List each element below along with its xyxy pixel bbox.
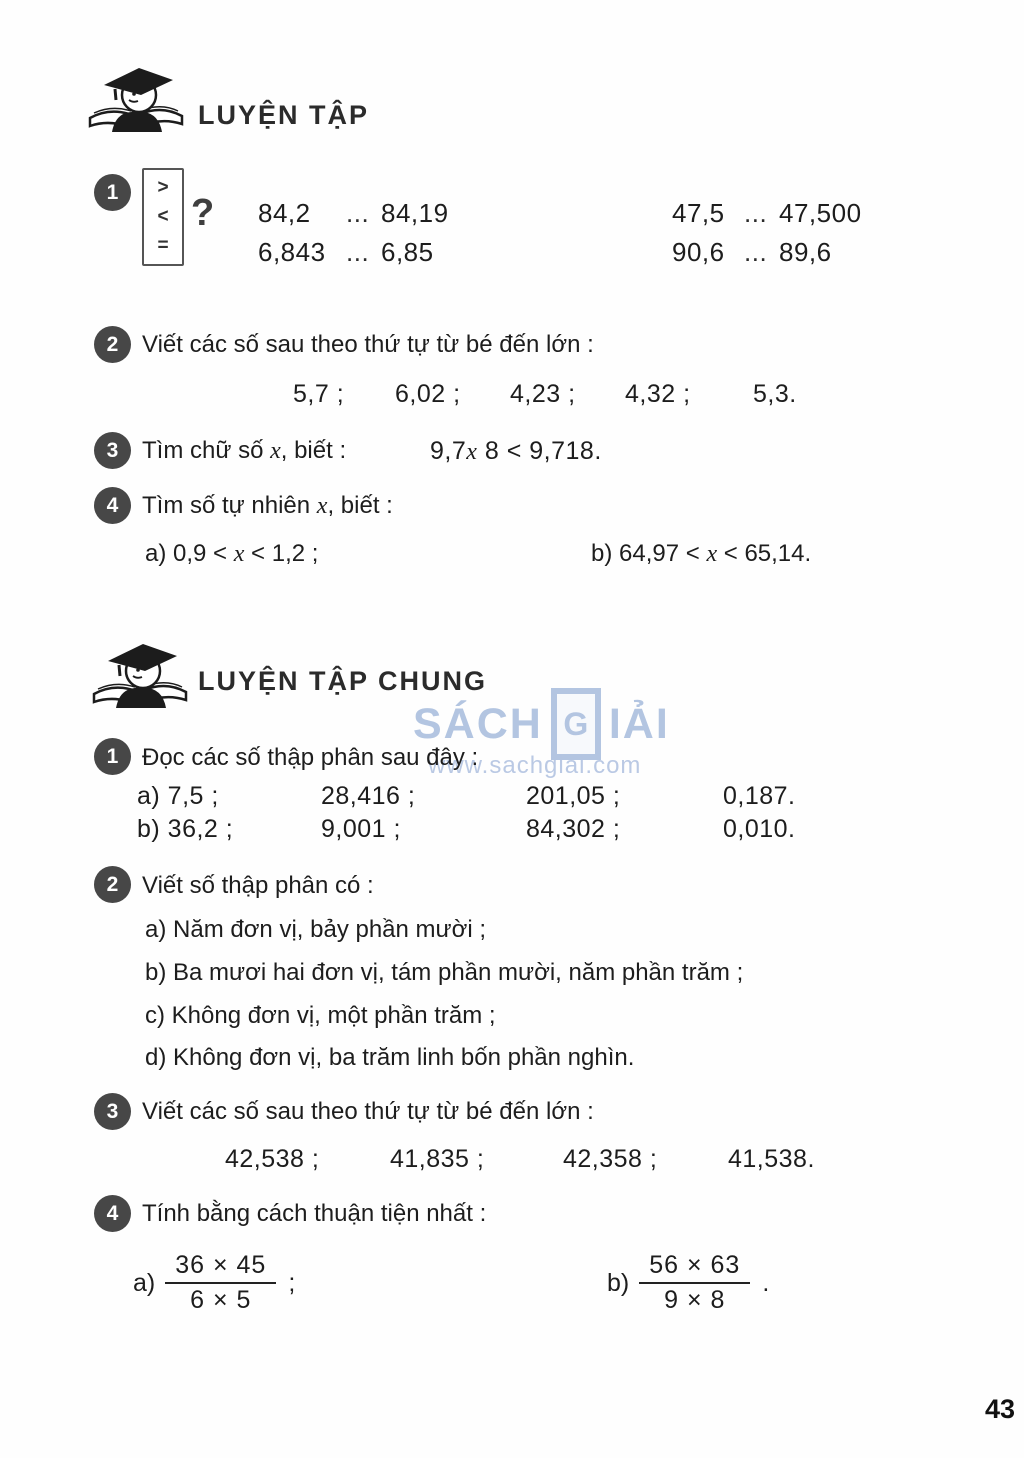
- expression-text: < 65,14.: [717, 540, 812, 567]
- comparison-row: [258, 198, 449, 228]
- variable-x: x: [316, 493, 328, 519]
- item-label: b): [607, 1268, 630, 1297]
- less-than-symbol: <: [157, 206, 169, 227]
- expression-text: < 1,2 ;: [244, 540, 319, 567]
- compare-right-value: 89,6: [779, 237, 832, 267]
- comparison-row: [672, 198, 862, 228]
- number-item: 41,835 ;: [390, 1145, 485, 1173]
- exercise-badge: 1: [94, 174, 131, 211]
- number-item: 41,538.: [728, 1145, 815, 1173]
- prompt-text: , biết :: [280, 437, 347, 464]
- fraction-expression-a: [133, 1250, 295, 1316]
- compare-left-value: 6,843: [258, 237, 326, 267]
- exercise-badge: 4: [94, 487, 131, 524]
- exercise-prompt: Viết các số sau theo thứ tự từ bé đến lớn :: [142, 1098, 594, 1125]
- list-item: b) Ba mươi hai đơn vị, tám phần mười, năm phần trăm ;: [145, 959, 744, 986]
- watermark-url: www.sachgiai.com: [428, 752, 642, 779]
- equals-symbol: =: [157, 235, 169, 256]
- item-label: b): [591, 540, 620, 567]
- answer-dots: ...: [346, 198, 370, 228]
- expression-text: 9,7: [430, 437, 467, 465]
- list-item: d) Không đơn vị, ba trăm linh bốn phần nghìn.: [145, 1044, 635, 1071]
- comparison-column-right: [672, 198, 862, 276]
- number-item: 28,416 ;: [321, 782, 416, 810]
- variable-x: x: [233, 541, 245, 567]
- number-item: 0,187.: [723, 782, 796, 810]
- item-label: a): [133, 1268, 156, 1297]
- exercise-badge: 4: [94, 1195, 131, 1232]
- question-mark: ?: [191, 192, 215, 234]
- variable-x: x: [270, 438, 281, 464]
- fraction: [165, 1250, 276, 1316]
- fraction-bar: [639, 1282, 750, 1284]
- expression-text: 0,9 <: [173, 540, 234, 567]
- comparison-column-left: [258, 198, 449, 276]
- expression-text: 64,97 <: [619, 540, 707, 567]
- exercise-badge: 3: [94, 432, 131, 469]
- comparison-row: [672, 237, 862, 267]
- compare-right-value: 47,500: [779, 198, 862, 228]
- watermark-book-logo-icon: G: [551, 688, 601, 760]
- fraction-expression-b: [607, 1250, 769, 1316]
- compare-left-value: 47,5: [672, 198, 725, 228]
- variable-x: x: [466, 439, 478, 465]
- item-label: a): [145, 540, 174, 567]
- sub-question-b: [591, 540, 811, 568]
- compare-left-value: 84,2: [258, 198, 311, 228]
- sub-question-a: [145, 540, 318, 568]
- prompt-text: , biết :: [327, 492, 393, 519]
- punctuation: .: [762, 1268, 770, 1297]
- number-item: 5,7 ;: [293, 380, 345, 408]
- compare-right-value: 6,85: [381, 237, 434, 267]
- number-item: 5,3.: [753, 380, 797, 408]
- fraction-numerator: 36 × 45: [175, 1251, 267, 1279]
- prompt-text: Tìm số tự nhiên: [142, 492, 317, 519]
- number-item: 84,302 ;: [526, 815, 621, 843]
- greater-than-symbol: >: [157, 177, 169, 198]
- fraction: [639, 1250, 750, 1316]
- number-item: a) 7,5 ;: [137, 782, 219, 810]
- exercise-prompt: [142, 437, 346, 465]
- number-item: b) 36,2 ;: [137, 815, 234, 843]
- exercise-badge: 2: [94, 866, 131, 903]
- list-item: c) Không đơn vị, một phần trăm ;: [145, 1002, 496, 1029]
- variable-x: x: [706, 541, 718, 567]
- number-item: 0,010.: [723, 815, 796, 843]
- number-item: 6,02 ;: [395, 380, 461, 408]
- watermark-text-left: SÁCH: [413, 699, 543, 748]
- number-item: 42,358 ;: [563, 1145, 658, 1173]
- answer-dots: ...: [744, 198, 768, 228]
- expression-text: 8 < 9,718.: [477, 437, 602, 465]
- exercise-badge: 3: [94, 1093, 131, 1130]
- exercise-prompt: Viết số thập phân có :: [142, 872, 374, 899]
- prompt-text: Tìm chữ số: [142, 437, 271, 464]
- section-title-luyen-tap: LUYỆN TẬP: [198, 100, 370, 130]
- comparison-symbols-box: [142, 168, 184, 266]
- compare-right-value: 84,19: [381, 198, 449, 228]
- number-item: 4,32 ;: [625, 380, 691, 408]
- fraction-numerator: 56 × 63: [649, 1251, 741, 1279]
- punctuation: ;: [288, 1268, 296, 1297]
- fraction-bar: [165, 1282, 276, 1284]
- comparison-row: [258, 237, 449, 267]
- fraction-denominator: 6 × 5: [190, 1286, 252, 1314]
- exercise-prompt: Tính bằng cách thuận tiện nhất :: [142, 1200, 487, 1227]
- answer-dots: ...: [346, 237, 370, 267]
- student-reading-icon: [90, 640, 190, 710]
- section-title-luyen-tap-chung: LUYỆN TẬP CHUNG: [198, 666, 488, 696]
- student-reading-icon: [86, 64, 186, 134]
- exercise-badge: 1: [94, 738, 131, 775]
- answer-dots: ...: [744, 237, 768, 267]
- exercise-prompt: [142, 492, 393, 520]
- number-item: 42,538 ;: [225, 1145, 320, 1173]
- compare-left-value: 90,6: [672, 237, 725, 267]
- exercise-badge: 2: [94, 326, 131, 363]
- number-item: 201,05 ;: [526, 782, 621, 810]
- number-item: 9,001 ;: [321, 815, 401, 843]
- inequality-expression: [430, 437, 602, 466]
- list-item: a) Năm đơn vị, bảy phần mười ;: [145, 916, 487, 943]
- number-item: 4,23 ;: [510, 380, 576, 408]
- exercise-prompt: Đọc các số thập phân sau đây :: [142, 744, 479, 771]
- page-number: 43: [985, 1394, 1016, 1424]
- fraction-denominator: 9 × 8: [664, 1286, 726, 1314]
- exercise-prompt: Viết các số sau theo thứ tự từ bé đến lớn :: [142, 331, 594, 358]
- watermark-text-right: IẢI: [608, 699, 670, 748]
